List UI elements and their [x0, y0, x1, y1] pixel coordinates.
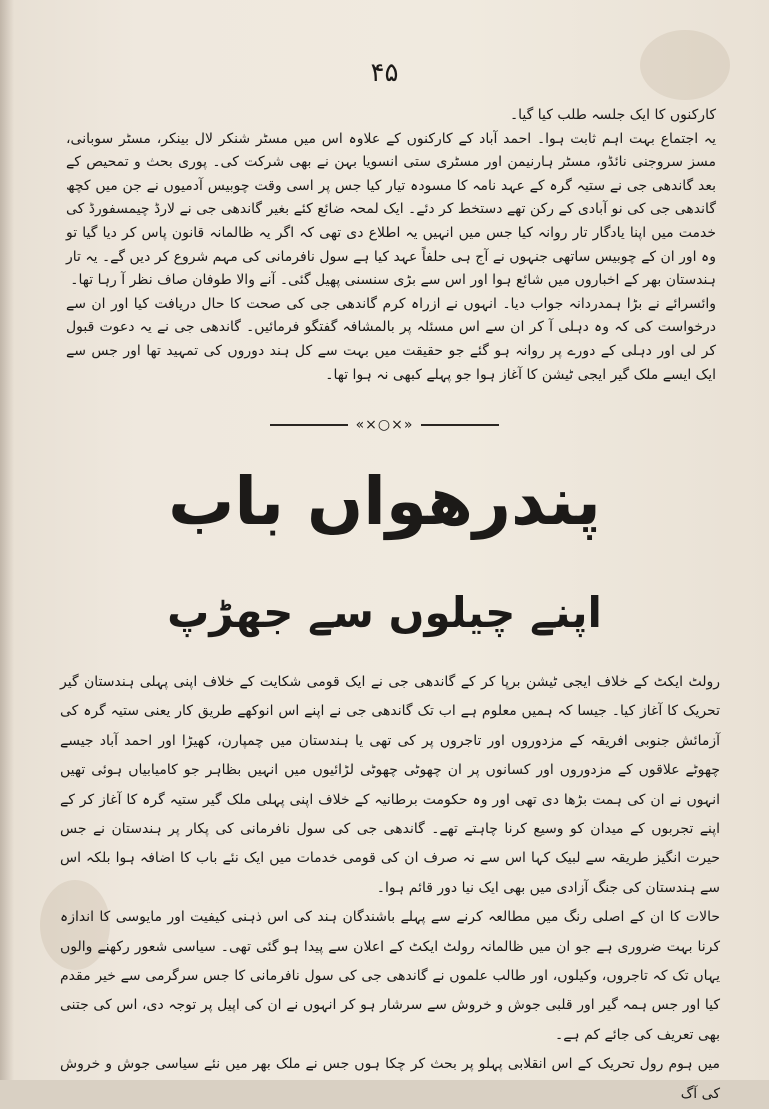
divider-line	[270, 424, 348, 426]
chapter-title: پندرھواں باب	[168, 463, 601, 540]
divider-line	[421, 424, 499, 426]
paragraph: کارکنوں کا ایک جلسہ طلب کیا گیا۔	[509, 107, 716, 123]
paragraph: یہ اجتماع بہت اہم ثابت ہوا۔ احمد آباد کے کارکنوں کے علاوہ اس میں مسٹر شنکر لال بینکر، مسٹر سوبانی، مسز سروجنی نائڈو، مسٹر ہارنیمن اور مسٹری ستی انسویا بہن نے بھی شرکت کی۔ پوری بحث و تمحیص کے بعد گاندھی جی نے ستیہ گرہ کے عہد نامہ کا مسودہ تیار کیا جس پر اسی وقت چوبیس آدمیوں نے جن میں کچھ گاندھی جی کی نو آبادی کے رکن تھے دستخط کر دئے۔ ایک لمحہ ضائع کئے بغیر گاندھی جی نے لارڈ چیمسفورڈ کی خدمت میں اپنا یادگار تار روانہ کیا جس میں انہیں یہ اطلاع دی تھی کہ اگر یہ ظالمانہ قانون پاس کر دیا گیا تو وہ اور ان کے چوبیس ساتھی جنہوں نے آج ہی حلفاً عہد کیا ہے سول نافرمانی کی مہم شروع کر دیں گے۔ یہ تار ہندستان بھر کے اخباروں میں شائع ہوا اور اس سے بڑی سنسنی پھیل گئی۔ آنے والا طوفان صاف نظر آ رہا تھا۔	[66, 130, 716, 289]
section-divider	[0, 414, 769, 436]
paragraph: میں ہوم رول تحریک کے اس انقلابی پہلو پر بحث کر چکا ہوں جس نے ملک بھر میں نئے سیاسی جوش و خروش کی آگ	[60, 1056, 720, 1102]
paragraph: رولٹ ایکٹ کے خلاف ایجی ٹیشن برپا کر کے گاندھی جی نے ایک قومی شکایت کے خلاف اپنی پہلی ہندستان گیر تحریک کا آغاز کیا۔ جیسا کہ ہمیں معلوم ہے اب تک گاندھی جی نے اپنے اس انوکھے طریق کار یعنی ستیہ گرہ کی آزمائش جنوبی افریقہ کے مزدوروں اور تاجروں پر کی تھی یا ہندستان میں چمپارن، کھیڑا اور احمد آباد جیسے چھوٹے علاقوں کے مزدوروں اور کسانوں پر ان چھوٹی چھوٹی لڑائیوں میں انہیں بظاہر جو کامیابیاں ہوئی تھیں انہوں نے ان کی ہمت بڑھا دی تھی اور وہ حکومت برطانیہ کے خلاف اپنی پہلی ملک گیر ستیہ گرہ کا آغاز کر کے اپنے تجربوں کے میدان کو وسیع کرنا چاہتے تھے۔ گاندھی جی کی سول نافرمانی کی پکار پر ہندستان نے جس حیرت انگیز طریقہ سے لبیک کہا اس سے نہ صرف ان کی قومی خدمات میں ایک نئے باب کا اضافہ ہوا بلکہ اس سے ہندستان کی جنگ آزادی میں بھی ایک نیا دور قائم ہوا۔	[60, 674, 720, 896]
chapter-subtitle: اپنے چیلوں سے جھڑپ	[167, 588, 602, 637]
paragraph: وائسرائے نے بڑا ہمدردانہ جواب دیا۔ انہوں نے ازراہ کرم گاندھی جی کی صحت کا حال دریافت کیا اور ان سے درخواست کی کہ وہ دہلی آ کر ان سے اس مسئلہ پر بالمشافہ گفتگو فرمائیں۔ گاندھی جی نے یہ دعوت قبول کر لی اور دہلی کے دورے پر روانہ ہو گئے جو حقیقت میں بہت سے کل ہند دوروں کی تمہید تھا اور جس سے ایک ایسے ملک گیر ایجی ٹیشن کا آغاز ہوا جو پہلے کبھی نہ ہوا تھا۔	[66, 295, 716, 383]
page-number: ۴۵	[370, 58, 399, 88]
divider-ornament: «×○×»	[355, 417, 414, 433]
paragraph: حالات کا ان کے اصلی رنگ میں مطالعہ کرنے سے پہلے باشندگان ہند کی اس ذہنی کیفیت اور مایوسی کا اندازہ کرنا بہت ضروری ہے جو ان میں ظالمانہ رولٹ ایکٹ کے اعلان سے پیدا ہو گئی تھی۔ سیاسی شعور رکھنے والوں یہاں تک کہ تاجروں، وکیلوں، اور طالب علموں نے گاندھی جی کی سول نافرمانی کا جس سرگرمی سے خیر مقدم کیا اور جس ہمہ گیر اور قلبی جوش و خروش سے سرشار ہو کر انہوں نے ان کی اپیل پر توجہ دی، اس کی جتنی بھی تعریف کی جائے کم ہے۔	[60, 909, 720, 1043]
bottom-text-block	[60, 668, 720, 1109]
top-text-block	[66, 104, 716, 387]
